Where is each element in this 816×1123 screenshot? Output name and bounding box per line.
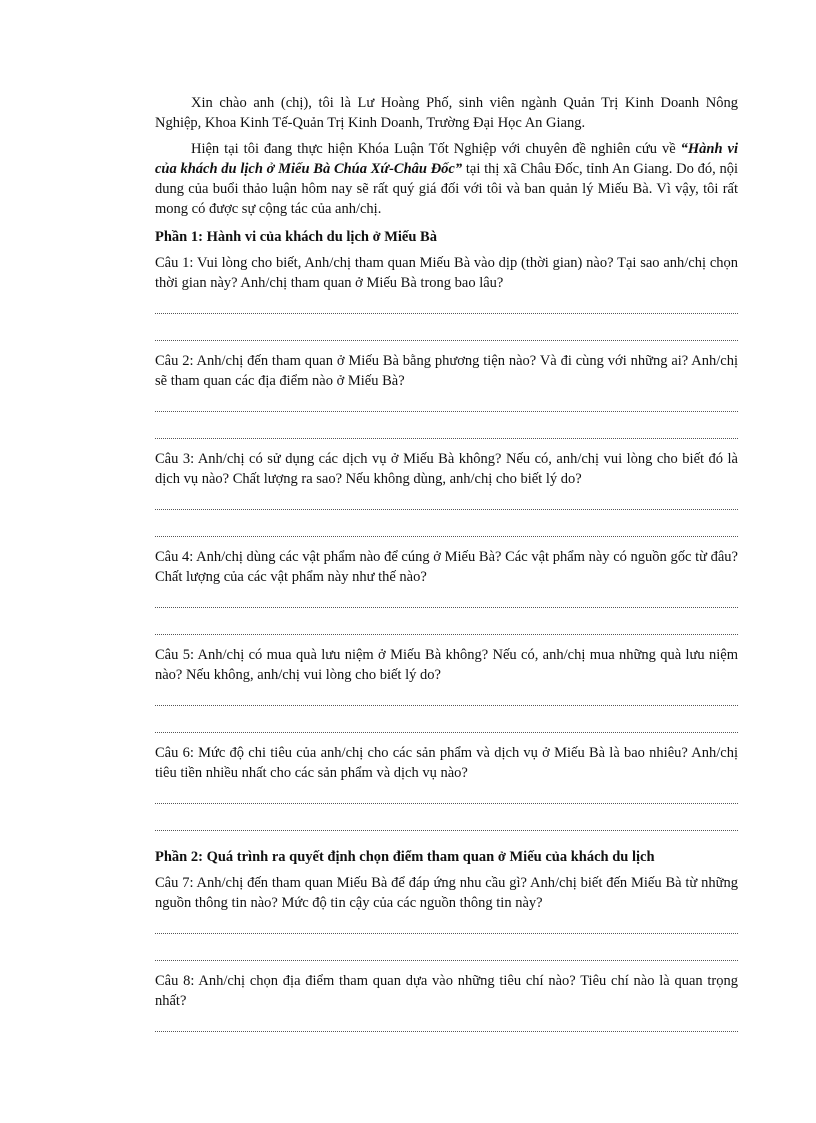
answer-line[interactable]	[155, 397, 738, 412]
question-block-2	[155, 351, 738, 439]
intro-paragraph-1: Xin chào anh (chị), tôi là Lư Hoàng Phố, sinh viên ngành Quản Trị Kinh Doanh Nông Nghiệp, Khoa Kinh Tế-Quản Trị Kinh Doanh, Trường Đại Học An Giang.	[155, 95, 738, 131]
answer-line[interactable]	[155, 495, 738, 510]
intro-text-before: Hiện tại tôi đang thực hiện Khóa Luận Tốt Nghiệp với chuyên đề nghiên cứu về	[191, 141, 681, 157]
question-6: Câu 6: Mức độ chi tiêu của anh/chị cho các sản phẩm và dịch vụ ở Miếu Bà là bao nhiêu? Anh/chị tiêu tiền nhiều nhất cho các sản phẩm và dịch vụ nào?	[155, 745, 738, 781]
answer-line[interactable]	[155, 522, 738, 537]
intro-text-after: tại thị xã Châu Đốc, tỉnh An Giang. Do đó, nội dung của buổi thảo luận hôm nay sẽ rất quý giá đối với tôi và ban quản lý Miếu Bà. Vì vậy, tôi rất mong có được sự cộng tác của anh/chị.	[155, 161, 738, 217]
research-title: “Hành vi của khách du lịch ở Miếu Bà Chúa Xứ-Châu Đốc”	[155, 141, 738, 177]
document-page	[155, 93, 738, 1042]
answer-line[interactable]	[155, 593, 738, 608]
part1-heading: Phần 1: Hành vi của khách du lịch ở Miếu Bà	[155, 229, 437, 245]
question-block-1	[155, 253, 738, 341]
question-block-6	[155, 743, 738, 831]
question-2: Câu 2: Anh/chị đến tham quan ở Miếu Bà bằng phương tiện nào? Và đi cùng với những ai? Anh/chị sẽ tham quan các địa điểm nào ở Miếu Bà?	[155, 353, 738, 389]
answer-line[interactable]	[155, 424, 738, 439]
answer-line[interactable]	[155, 691, 738, 706]
question-7: Câu 7: Anh/chị đến tham quan Miếu Bà để đáp ứng nhu cầu gì? Anh/chị biết đến Miếu Bà từ những nguồn thông tin nào? Mức độ tin cậy của các nguồn thông tin này?	[155, 875, 738, 911]
answer-line[interactable]	[155, 326, 738, 341]
question-1: Câu 1: Vui lòng cho biết, Anh/chị tham quan Miếu Bà vào dịp (thời gian) nào? Tại sao anh/chị chọn thời gian này? Anh/chị tham quan ở Miếu Bà trong bao lâu?	[155, 255, 738, 291]
question-block-3	[155, 449, 738, 537]
answer-line[interactable]	[155, 299, 738, 314]
part2-heading: Phần 2: Quá trình ra quyết định chọn điểm tham quan ở Miếu của khách du lịch	[155, 849, 655, 865]
question-3: Câu 3: Anh/chị có sử dụng các dịch vụ ở Miếu Bà không? Nếu có, anh/chị vui lòng cho biết đó là dịch vụ nào? Chất lượng ra sao? Nếu không dùng, anh/chị cho biết lý do?	[155, 451, 738, 487]
question-block-7	[155, 873, 738, 961]
answer-line[interactable]	[155, 1017, 738, 1032]
question-block-5	[155, 645, 738, 733]
intro-paragraph-2	[155, 139, 738, 219]
question-block-4	[155, 547, 738, 635]
answer-line[interactable]	[155, 919, 738, 934]
question-4: Câu 4: Anh/chị dùng các vật phẩm nào để cúng ở Miếu Bà? Các vật phẩm này có nguồn gốc từ đâu? Chất lượng của các vật phẩm này như thế nào?	[155, 549, 738, 585]
question-8: Câu 8: Anh/chị chọn địa điểm tham quan dựa vào những tiêu chí nào? Tiêu chí nào là quan trọng nhất?	[155, 973, 738, 1009]
question-block-8	[155, 971, 738, 1032]
question-5: Câu 5: Anh/chị có mua quà lưu niệm ở Miếu Bà không? Nếu có, anh/chị mua những quà lưu niệm nào? Nếu không, anh/chị vui lòng cho biết lý do?	[155, 647, 738, 683]
answer-line[interactable]	[155, 620, 738, 635]
answer-line[interactable]	[155, 718, 738, 733]
answer-line[interactable]	[155, 789, 738, 804]
answer-line[interactable]	[155, 816, 738, 831]
answer-line[interactable]	[155, 946, 738, 961]
